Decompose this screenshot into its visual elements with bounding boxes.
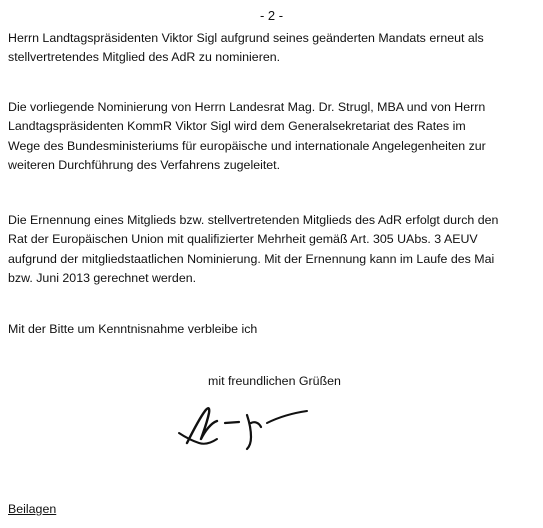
paragraph-line: Rat der Europäischen Union mit qualifizierter Mehrheit gemäß Art. 305 UAbs. 3 AEUV: [8, 232, 478, 247]
paragraph-appointment-procedure: [8, 211, 536, 288]
paragraph-line: Wege des Bundesministeriums für europäische und internationale Angelegenheiten zur: [8, 138, 486, 153]
paragraph-line: Die vorliegende Nominierung von Herrn Landesrat Mag. Dr. Strugl, MBA und von Herrn: [8, 100, 486, 114]
paragraph-nomination-forwarding: [8, 98, 536, 175]
paragraph-line: Herrn Landtagspräsidenten Viktor Sigl aufgrund seines geänderten Mandats erneut als: [8, 31, 484, 45]
paragraph-line: weiteren Durchführung des Verfahrens zugeleitet.: [8, 157, 281, 172]
paragraph-line: Landtagspräsidenten KommR Viktor Sigl wird dem Generalsekretariat des Rates im: [8, 119, 466, 134]
paragraph-line: stellvertretendes Mitglied des AdR zu nominieren.: [8, 50, 281, 65]
paragraph-line: aufgrund der mitgliedstaatlichen Nominierung. Mit der Ernennung kann im Laufe des Mai: [8, 251, 495, 266]
paragraph-line: bzw. Juni 2013 gerechnet werden.: [8, 270, 197, 285]
handwritten-signature: [175, 393, 315, 453]
attachments-heading: Beilagen: [8, 502, 57, 516]
paragraph-renomination: [8, 29, 536, 68]
page-number: - 2 -: [259, 8, 284, 23]
closing-sentence: Mit der Bitte um Kenntnisnahme verbleibe ich: [8, 322, 258, 336]
greeting: mit freundlichen Grüßen: [208, 374, 341, 388]
paragraph-line: Die Ernennung eines Mitglieds bzw. stellvertretenden Mitglieds des AdR erfolgt durch den: [8, 213, 499, 227]
